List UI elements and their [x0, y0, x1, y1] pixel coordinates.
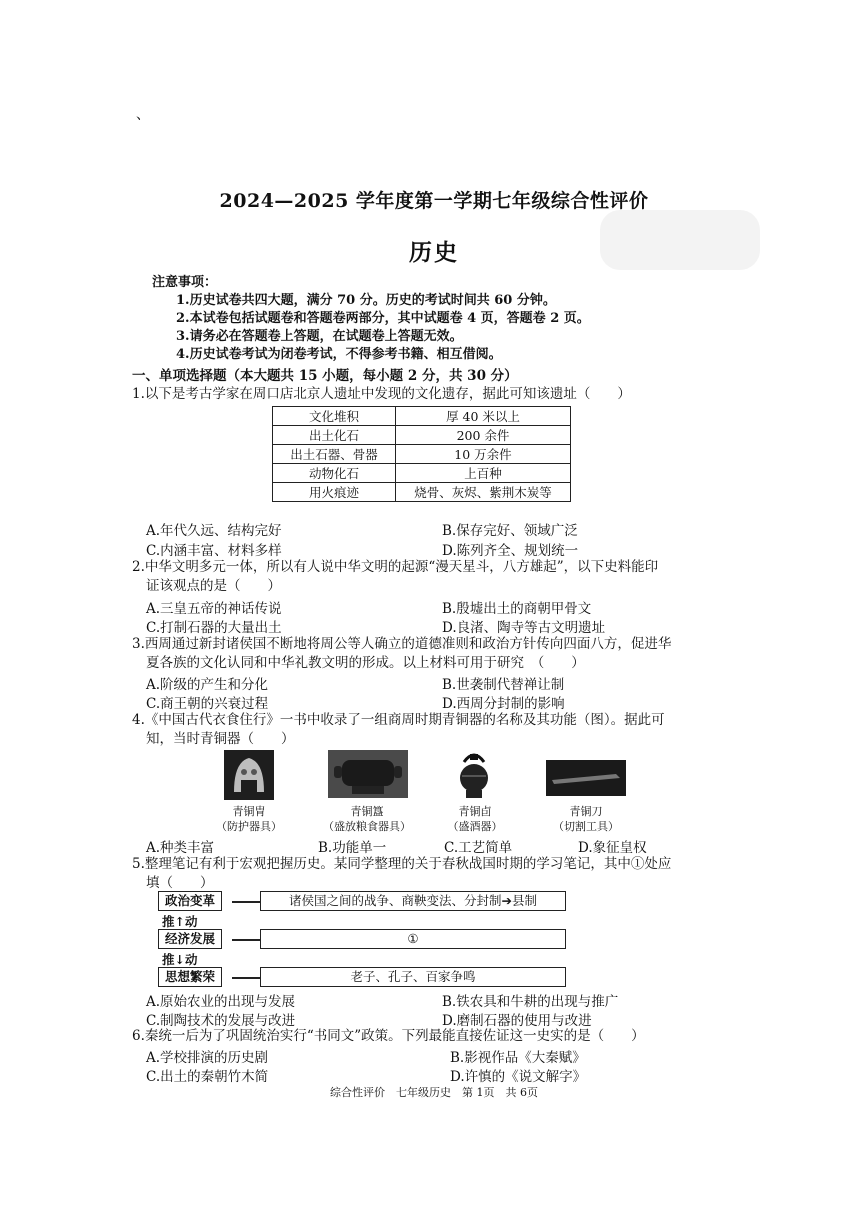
- note-content-thought: 老子、孔子、百家争鸣: [260, 967, 566, 987]
- q1-table: [272, 406, 571, 502]
- q1-option-d[interactable]: D.陈列齐全、规划统一: [442, 543, 579, 559]
- item-use: （盛放粮食器具）: [323, 820, 411, 833]
- item-use: （盛酒器）: [447, 820, 503, 833]
- table-row: [273, 445, 571, 464]
- push-arrow-down: 推↓动: [162, 952, 198, 967]
- connector-line: [232, 977, 260, 979]
- item-use: （防护器具）: [216, 820, 282, 833]
- note-content-politics: 诸侯国之间的战争、商鞅变法、分封制➔县制: [260, 891, 566, 911]
- q4-caption-3: [420, 804, 530, 834]
- q4-option-b[interactable]: B.功能单一: [318, 840, 387, 856]
- question-6-stem: 6.秦统一后为了巩固统治实行“书同文”政策。下列最能直接佐证这一史实的是（ ）: [132, 1028, 645, 1044]
- section-heading: 一、单项选择题（本大题共 15 小题，每小题 2 分，共 30 分）: [132, 368, 518, 384]
- question-5-stem: 5.整理笔记有利于宏观把握历史。某同学整理的关于春秋战国时期的学习笔记，其中①处应: [132, 856, 672, 872]
- table-cell: 出土石器、骨器: [273, 445, 396, 464]
- table-row: [273, 483, 571, 502]
- table-cell: 10 万余件: [396, 445, 571, 464]
- q1-option-a[interactable]: A.年代久远、结构完好: [146, 523, 282, 539]
- note-item: 4.历史试卷考试为闭卷考试，不得参考书籍、相互借阅。: [176, 347, 502, 362]
- table-cell: 烧骨、灰烬、紫荆木炭等: [396, 483, 571, 502]
- question-4-stem: 4.《中国古代衣食住行》一书中收录了一组商周时期青铜器的名称及其功能（图）。据此可: [132, 712, 665, 728]
- item-name: 青铜簋: [350, 805, 384, 818]
- q6-option-a[interactable]: A.学校排演的历史剧: [146, 1050, 269, 1066]
- exam-title: 2024—2025 学年度第一学期七年级综合性评价: [219, 190, 649, 212]
- table-cell: 文化堆积: [273, 407, 396, 426]
- note-label-economy: 经济发展: [158, 929, 222, 949]
- item-name: 青铜胄: [232, 805, 266, 818]
- q5-option-c[interactable]: C.制陶技术的发展与改进: [146, 1013, 296, 1029]
- q4-caption-1: [194, 804, 304, 834]
- question-5-stem-cont: 填（ ）: [146, 875, 214, 891]
- note-label-thought: 思想繁荣: [158, 967, 222, 987]
- question-2-stem: 2.中华文明多元一体，所以有人说中华文明的起源“漫天星斗，八方雄起”，以下史料能印: [132, 559, 659, 575]
- q3-option-c[interactable]: C.商王朝的兴衰过程: [146, 696, 269, 712]
- q2-option-c[interactable]: C.打制石器的大量出土: [146, 620, 282, 636]
- connector-line: [232, 939, 260, 941]
- q2-option-a[interactable]: A.三皇五帝的神话传说: [146, 601, 282, 617]
- q6-option-b[interactable]: B.影视作品《大秦赋》: [450, 1050, 586, 1066]
- q6-option-c[interactable]: C.出土的秦朝竹木简: [146, 1069, 269, 1085]
- subject-title: 历史: [409, 239, 459, 266]
- q2-option-d[interactable]: D.良渚、陶寺等古文明遗址: [442, 620, 606, 636]
- q4-option-d[interactable]: D.象征皇权: [578, 840, 647, 856]
- q3-option-b[interactable]: B.世袭制代替禅让制: [442, 677, 565, 693]
- notes-heading: 注意事项：: [152, 275, 218, 290]
- table-cell: 厚 40 米以上: [396, 407, 571, 426]
- corner-mark: 、: [136, 107, 150, 123]
- bronze-you-image: [456, 748, 492, 800]
- question-4-stem-cont: 知，当时青铜器（ ）: [146, 731, 295, 747]
- q3-option-a[interactable]: A.阶级的产生和分化: [146, 677, 269, 693]
- table-cell: 用火痕迹: [273, 483, 396, 502]
- q4-option-a[interactable]: A.种类丰富: [146, 840, 215, 856]
- connector-line: [232, 901, 260, 903]
- q4-option-c[interactable]: C.工艺简单: [444, 840, 513, 856]
- q6-option-d[interactable]: D.许慎的《说文解字》: [450, 1069, 587, 1085]
- q1-option-c[interactable]: C.内涵丰富、材料多样: [146, 543, 282, 559]
- q5-option-d[interactable]: D.磨制石器的使用与改进: [442, 1013, 592, 1029]
- push-arrow-up: 推↑动: [162, 914, 198, 929]
- q1-option-b[interactable]: B.保存完好、领域广泛: [442, 523, 578, 539]
- table-row: [273, 407, 571, 426]
- q4-caption-4: [531, 804, 641, 834]
- note-content-economy: ①: [260, 929, 566, 949]
- question-2-stem-cont: 证该观点的是（ ）: [146, 578, 281, 594]
- note-item: 1.历史试卷共四大题，满分 70 分。历史的考试时间共 60 分钟。: [176, 293, 556, 308]
- page-footer: 综合性评价 七年级历史 第 1页 共 6页: [330, 1086, 538, 1099]
- q5-option-a[interactable]: A.原始农业的出现与发展: [146, 994, 296, 1010]
- item-use: （切割工具）: [553, 820, 619, 833]
- bronze-knife-image: [546, 760, 626, 796]
- question-3-stem: 3.西周通过新封诸侯国不断地将周公等人确立的道德准则和政治方针传向四面八方，促进华: [132, 636, 672, 652]
- question-1-stem: 1.以下是考古学家在周口店北京人遗址中发现的文化遗存，据此可知该遗址（ ）: [132, 386, 631, 402]
- note-label-politics: 政治变革: [158, 891, 222, 911]
- item-name: 青铜刀: [569, 805, 603, 818]
- table-cell: 动物化石: [273, 464, 396, 483]
- notes-block: [152, 274, 590, 364]
- table-row: [273, 426, 571, 445]
- note-item: 3.请务必在答题卷上答题，在试题卷上答题无效。: [176, 329, 463, 344]
- table-cell: 出土化石: [273, 426, 396, 445]
- note-item: 2.本试卷包括试题卷和答题卷两部分，其中试题卷 4 页，答题卷 2 页。: [176, 311, 590, 326]
- question-3-stem-cont: 夏各族的文化认同和中华礼教文明的形成。以上材料可用于研究 （ ）: [146, 655, 585, 671]
- table-cell: 上百种: [396, 464, 571, 483]
- table-row: [273, 464, 571, 483]
- q4-caption-2: [312, 804, 422, 834]
- q5-option-b[interactable]: B.铁农具和牛耕的出现与推广: [442, 994, 619, 1010]
- q2-option-b[interactable]: B.殷墟出土的商朝甲骨文: [442, 601, 592, 617]
- q3-option-d[interactable]: D.西周分封制的影响: [442, 696, 565, 712]
- table-cell: 200 余件: [396, 426, 571, 445]
- item-name: 青铜卣: [458, 805, 492, 818]
- bronze-helmet-image: [224, 750, 274, 800]
- bronze-gui-image: [328, 750, 408, 798]
